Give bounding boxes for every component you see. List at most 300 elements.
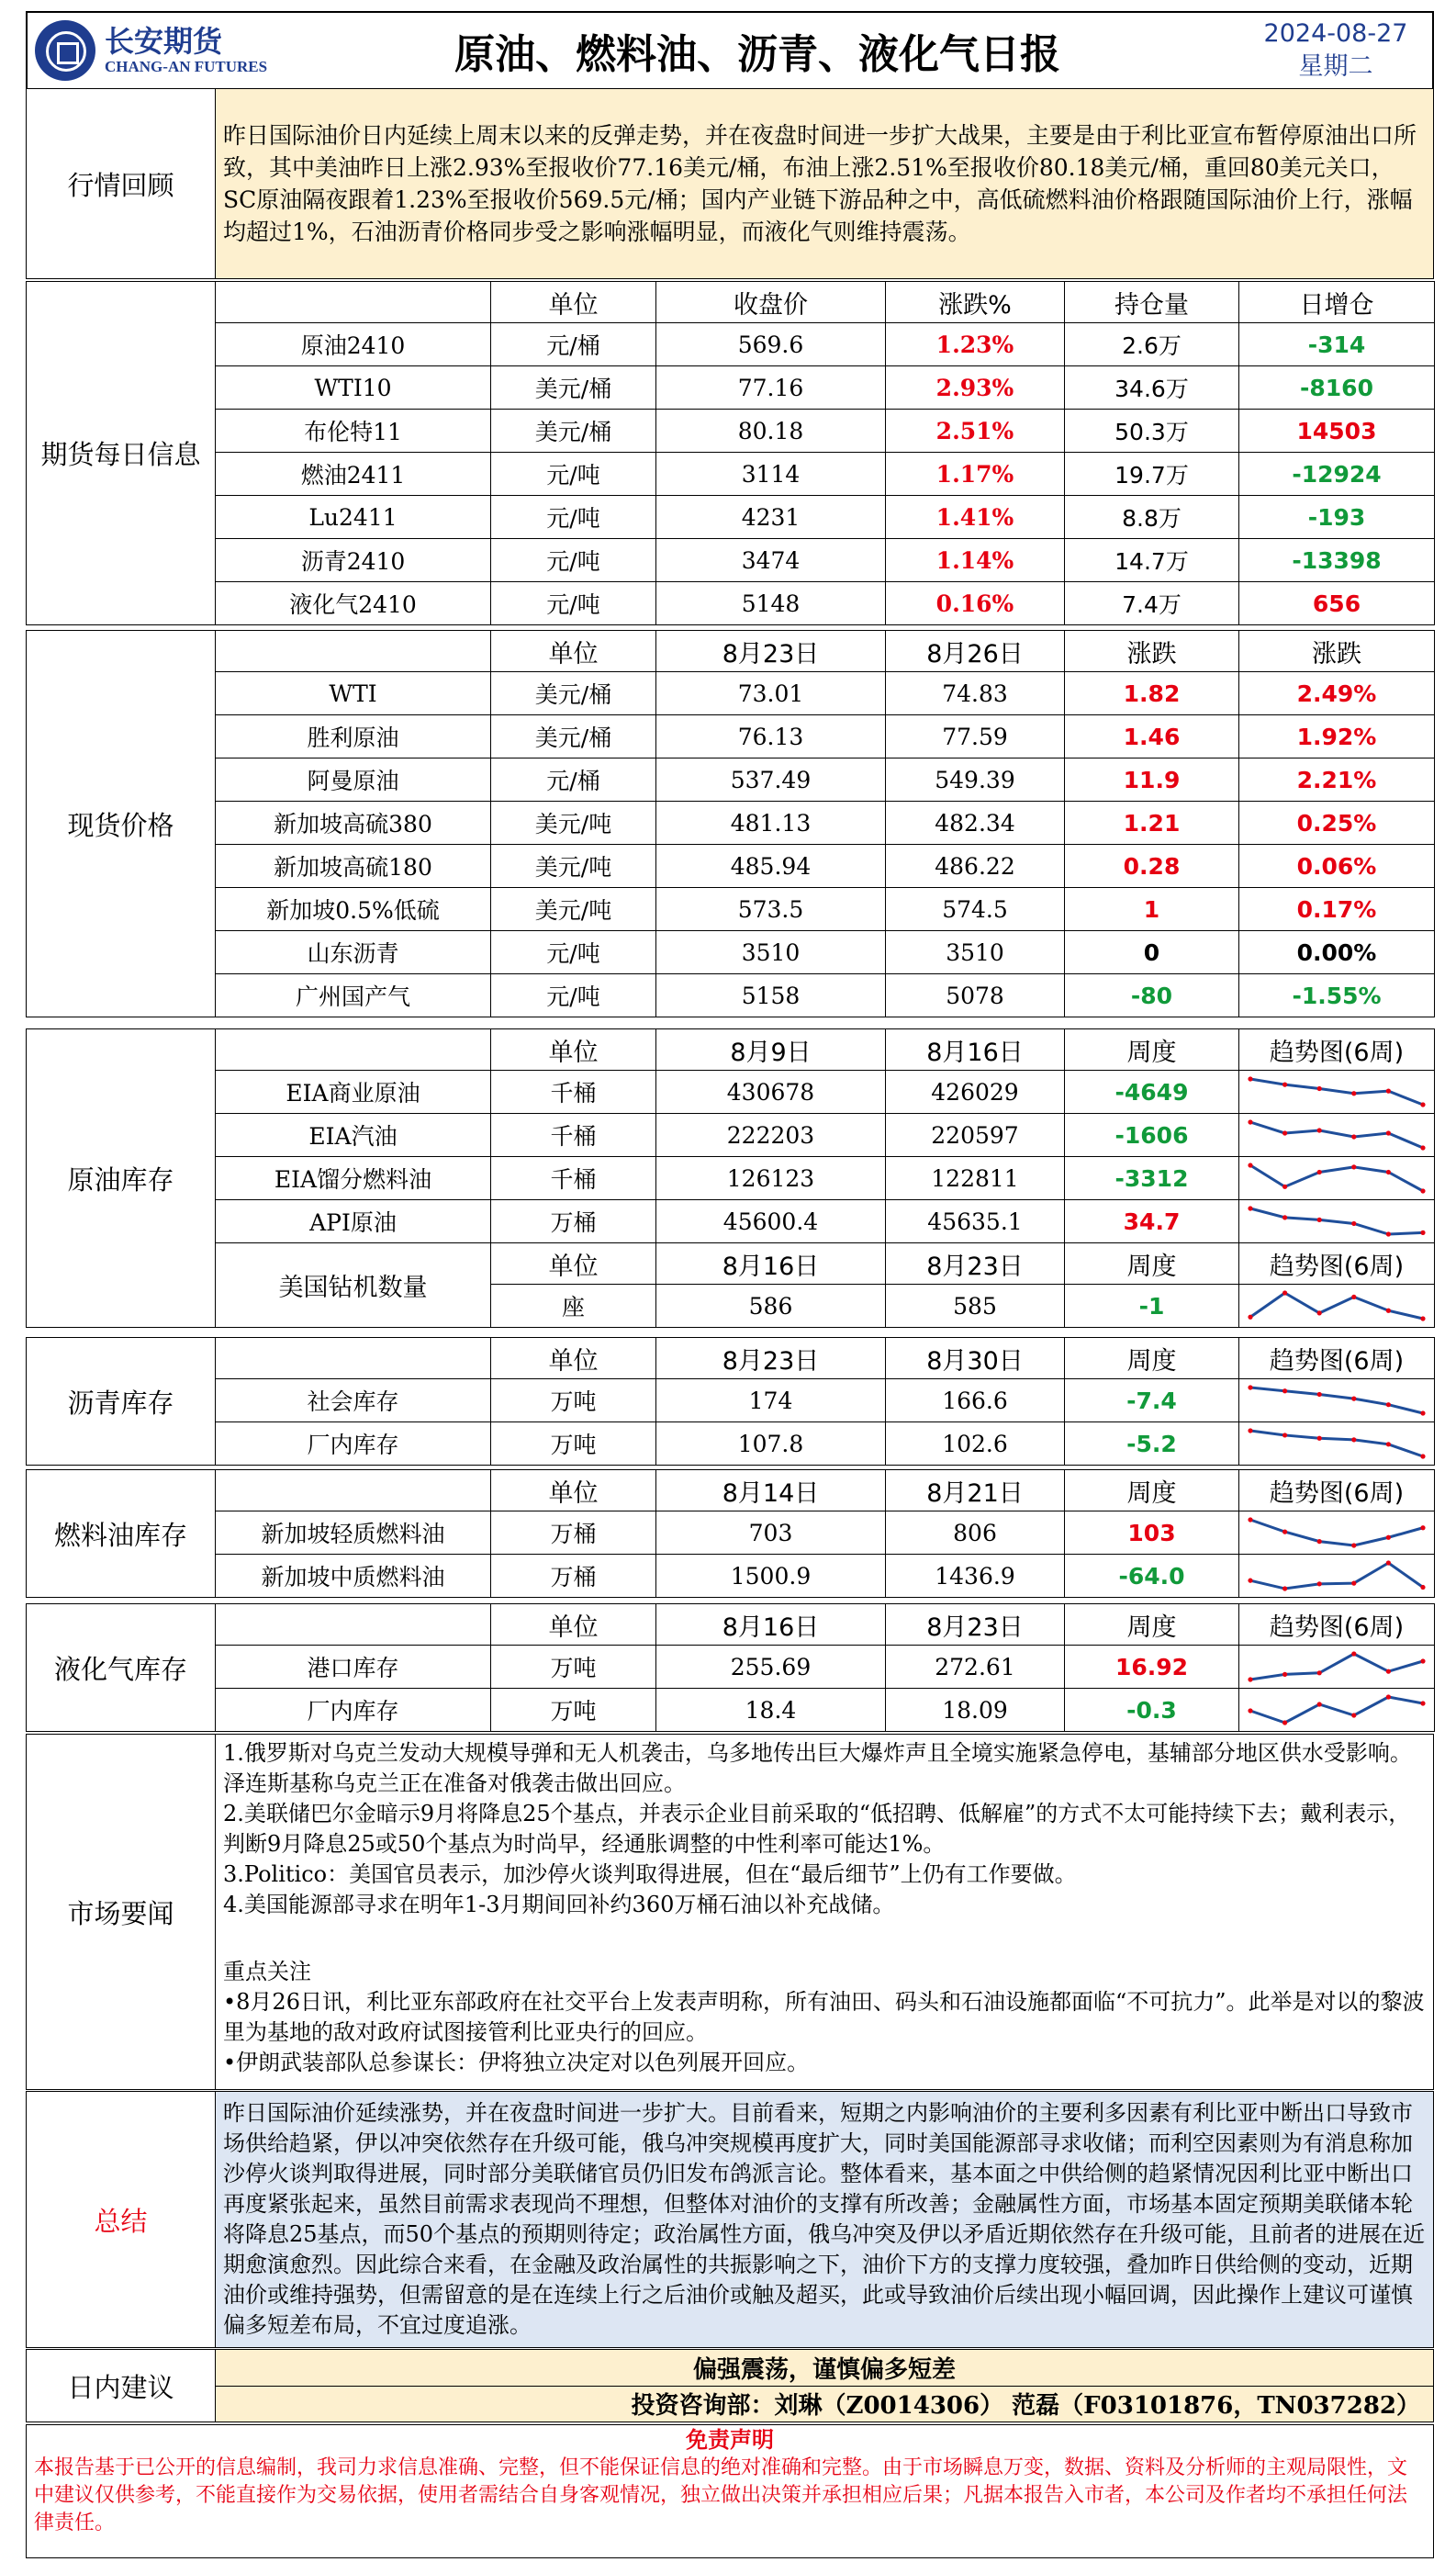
trend-sparkline <box>1245 1382 1428 1419</box>
unit-cell: 千桶 <box>491 1157 656 1200</box>
contract-name: 液化气2410 <box>216 582 491 625</box>
unit-cell: 美元/吨 <box>491 888 656 931</box>
trend-point <box>1317 1539 1322 1544</box>
column-header: 8月16日 <box>886 1029 1065 1071</box>
product-name: 广州国产气 <box>216 974 491 1017</box>
table-row <box>27 323 1435 366</box>
change-pct-cell: 1.92% <box>1239 715 1435 758</box>
unit-cell: 元/吨 <box>491 539 656 582</box>
column-header: 单位 <box>491 1604 656 1646</box>
news-item: 1.俄罗斯对乌克兰发动大规模导弹和无人机袭击，乌多地传出巨大爆炸声且全境实施紧急停电，基辅部分地区供水受影响。泽连斯基称乌克兰正在准备对俄袭击做出回应。 <box>223 1740 1412 1796</box>
change-pct-cell: 1.14% <box>886 539 1065 582</box>
trend-point <box>1386 1560 1391 1565</box>
product-name: 新加坡0.5%低硫 <box>216 888 491 931</box>
trend-point <box>1420 1585 1425 1590</box>
trend-point <box>1282 1530 1287 1534</box>
trend-point <box>1282 1290 1287 1295</box>
value-week1-cell: 703 <box>656 1511 886 1555</box>
futures-table <box>26 281 1435 625</box>
table-row <box>27 974 1435 1017</box>
table-row <box>27 758 1435 802</box>
unit-cell: 元/吨 <box>491 453 656 496</box>
section-label: 液化气库存 <box>27 1604 216 1732</box>
change-pct-cell: 2.93% <box>886 366 1065 410</box>
column-header: 8月23日 <box>656 1338 886 1379</box>
change-cell: 1.21 <box>1065 802 1239 845</box>
value-week2-cell: 102.6 <box>886 1422 1065 1466</box>
trend-chart-cell <box>1239 1555 1435 1598</box>
rig-count-name: 美国钻机数量 <box>216 1243 491 1328</box>
advice-label: 日内建议 <box>27 2350 216 2422</box>
focus-item: •8月26日讯，利比亚东部政府在社交平台上发表声明称，所有油田、码头和石油设施都面临“不可抗力”。此举是对以的黎波里为基地的敌对政府试图接管利比亚央行的回应。 <box>223 1989 1425 2045</box>
value-week1-cell: 430678 <box>656 1071 886 1114</box>
trend-chart-cell <box>1239 1114 1435 1157</box>
table-row <box>27 496 1435 539</box>
value-week1-cell: 222203 <box>656 1114 886 1157</box>
trend-point <box>1351 1221 1356 1226</box>
trend-point <box>1420 1658 1425 1663</box>
section-label: 燃料油库存 <box>27 1470 216 1598</box>
trend-line <box>1250 1563 1423 1589</box>
unit-cell: 元/桶 <box>491 758 656 802</box>
unit-cell: 元/吨 <box>491 974 656 1017</box>
trend-sparkline <box>1245 1557 1428 1594</box>
trend-point <box>1386 1442 1391 1446</box>
column-header: 周度 <box>1065 1604 1239 1646</box>
unit-cell: 千桶 <box>491 1114 656 1157</box>
trend-point <box>1317 1218 1322 1222</box>
report-header <box>26 11 1434 90</box>
column-header: 周度 <box>1065 1338 1239 1379</box>
change-pct-cell: 2.49% <box>1239 672 1435 715</box>
unit-cell: 千桶 <box>491 1071 656 1114</box>
weekly-change-cell: -1 <box>1065 1285 1239 1328</box>
change-pct-cell: -1.55% <box>1239 974 1435 1017</box>
unit-cell: 美元/桶 <box>491 715 656 758</box>
column-header: 8月23日 <box>886 1604 1065 1646</box>
price-day2-cell: 482.34 <box>886 802 1065 845</box>
weekly-change-cell: -0.3 <box>1065 1689 1239 1732</box>
change-pct-cell: 0.00% <box>1239 931 1435 974</box>
value-week2-cell: 220597 <box>886 1114 1065 1157</box>
table-row <box>27 1555 1435 1598</box>
trend-point <box>1386 1130 1391 1135</box>
item-name: EIA汽油 <box>216 1114 491 1157</box>
summary-text: 昨日国际油价延续涨势，并在夜盘时间进一步扩大。目前看来，短期之内影响油价的主要利多因素有利比亚中断出口导致市场供给趋紧，伊以冲突依然存在升级可能，俄乌冲突规模再度扩大，同时美国能源部寻求收储；而利空因素则为有消息称加沙停火谈判取得进展，同时部分美联储官员仍旧发布鸽派言论。整体看来，基本面之中供给侧的趋紧情况因利比亚中断出口再度紧张起来，虽然目前需求表现尚不理想，但整体对油价的支撑有所改善；金融属性方面，市场基本固定预期美联储本轮将降息25基点，而50个基点的预期则待定；政治属性方面，俄乌冲突及伊以矛盾近期依然存在升级可能，且前者的进展在近期愈演愈烈。因此综合来看，在金融及政治属性的共振影响之下，油价下方的支撑力度较强，叠加昨日供给侧的变动，近期油价或维持强势，但需留意的是在连续上行之后油价或触及超买，此或导致油价后续出现小幅回调，因此操作上建议可谨慎偏多短差布局，不宜过度追涨。 <box>216 2092 1434 2348</box>
table-row <box>27 672 1435 715</box>
unit-cell: 美元/吨 <box>491 845 656 888</box>
change-pct-cell: 1.23% <box>886 323 1065 366</box>
header-blank <box>216 631 491 672</box>
summary-section <box>26 2091 1434 2348</box>
column-header: 趋势图(6周) <box>1239 1338 1435 1379</box>
change-pct-cell: 0.16% <box>886 582 1065 625</box>
table-row <box>27 1422 1435 1466</box>
column-header: 收盘价 <box>656 282 886 323</box>
oi-change-cell: -8160 <box>1239 366 1435 410</box>
trend-point <box>1317 1392 1322 1397</box>
section-label: 原油库存 <box>27 1029 216 1328</box>
oi-change-cell: -12924 <box>1239 453 1435 496</box>
close-price-cell: 4231 <box>656 496 886 539</box>
header-blank <box>216 1029 491 1071</box>
weekly-change-cell: -5.2 <box>1065 1422 1239 1466</box>
table-row <box>27 410 1435 453</box>
trend-point <box>1248 1119 1252 1124</box>
trend-point <box>1317 1128 1322 1132</box>
trend-point <box>1386 1669 1391 1674</box>
item-name: API原油 <box>216 1200 491 1243</box>
report-date <box>1239 17 1432 84</box>
trend-point <box>1351 1581 1356 1586</box>
price-day2-cell: 486.22 <box>886 845 1065 888</box>
trend-chart-cell <box>1239 1646 1435 1689</box>
trend-point <box>1282 1130 1287 1135</box>
disclaimer-text: 本报告基于已公开的信息编制，我司力求信息准确、完整，但不能保证信息的绝对准确和完整。由于市场瞬息万变，数据、资料及分析师的主观局限性，文中建议仅供参考，不能直接作为交易依据，使用者需结合自身客观情况，独立做出决策并承担相应后果；凡据本报告入市者，本公司及作者均不承担任何法律责任。 <box>34 2456 1408 2534</box>
trend-line <box>1250 1079 1423 1105</box>
column-header: 趋势图(6周) <box>1239 1604 1435 1646</box>
value-week1-cell: 45600.4 <box>656 1200 886 1243</box>
trend-line <box>1250 1293 1423 1319</box>
weekly-change-cell: -3312 <box>1065 1157 1239 1200</box>
table-row <box>27 1689 1435 1732</box>
trend-point <box>1248 1385 1252 1389</box>
disclaimer-title: 免责声明 <box>686 2427 774 2453</box>
change-cell: 1.46 <box>1065 715 1239 758</box>
trend-point <box>1351 1164 1356 1169</box>
unit-cell: 万桶 <box>491 1555 656 1598</box>
date-text: 2024-08-27 <box>1263 19 1408 48</box>
product-name: 新加坡高硫180 <box>216 845 491 888</box>
spot-table <box>26 630 1435 1017</box>
price-day2-cell: 5078 <box>886 974 1065 1017</box>
column-header: 趋势图(6周) <box>1239 1243 1435 1285</box>
price-day1-cell: 485.94 <box>656 845 886 888</box>
table-row <box>27 366 1435 410</box>
column-header: 8月30日 <box>886 1338 1065 1379</box>
trend-point <box>1351 1437 1356 1442</box>
news-item: 4.美国能源部寻求在明年1-3月期间回补约360万桶石油以补充战储。 <box>223 1892 895 1917</box>
close-price-cell: 80.18 <box>656 410 886 453</box>
trend-point <box>1420 1701 1425 1705</box>
value-week1-cell: 107.8 <box>656 1422 886 1466</box>
value-week2-cell: 272.61 <box>886 1646 1065 1689</box>
trend-line <box>1250 1431 1423 1456</box>
unit-cell: 元/吨 <box>491 582 656 625</box>
contract-name: 布伦特11 <box>216 410 491 453</box>
focus-item: •伊朗武装部队总参谋长：伊将独立决定对以色列展开回应。 <box>223 2050 810 2075</box>
open-interest-cell: 19.7万 <box>1065 453 1239 496</box>
column-header: 周度 <box>1065 1470 1239 1511</box>
fuel-oil-inventory-table <box>26 1469 1435 1598</box>
table-row <box>27 582 1435 625</box>
value-week2-cell: 122811 <box>886 1157 1065 1200</box>
item-name: 社会库存 <box>216 1379 491 1422</box>
review-section <box>26 88 1434 279</box>
trend-line <box>1250 1697 1423 1723</box>
header-blank <box>216 1338 491 1379</box>
price-day1-cell: 3510 <box>656 931 886 974</box>
trend-point <box>1420 1525 1425 1530</box>
product-name: WTI <box>216 672 491 715</box>
column-header: 周度 <box>1065 1243 1239 1285</box>
trend-chart-cell <box>1239 1422 1435 1466</box>
change-cell: 0.28 <box>1065 845 1239 888</box>
table-row <box>27 715 1435 758</box>
column-header: 单位 <box>491 1338 656 1379</box>
asphalt-inventory-table <box>26 1337 1435 1466</box>
column-header: 8月21日 <box>886 1470 1065 1511</box>
item-name: 厂内库存 <box>216 1422 491 1466</box>
trend-chart-cell <box>1239 1157 1435 1200</box>
unit-cell: 美元/桶 <box>491 672 656 715</box>
value-week2-cell: 166.6 <box>886 1379 1065 1422</box>
trend-sparkline <box>1245 1073 1428 1110</box>
change-pct-cell: 2.51% <box>886 410 1065 453</box>
news-item: 2.美联储巴尔金暗示9月将降息25个基点，并表示企业目前采取的“低招聘、低解雇”的方式不太可能持续下去；戴利表示，判断9月降息25或50个基点为时尚早，经通胀调整的中性利率可能达1%。 <box>223 1801 1411 1857</box>
table-row <box>27 1071 1435 1114</box>
unit-cell: 万吨 <box>491 1379 656 1422</box>
trend-point <box>1248 1206 1252 1210</box>
trend-point <box>1282 1215 1287 1219</box>
column-header: 8月26日 <box>886 631 1065 672</box>
oi-change-cell: 656 <box>1239 582 1435 625</box>
value-week2-cell: 585 <box>886 1285 1065 1328</box>
trend-point <box>1351 1295 1356 1299</box>
value-week2-cell: 1436.9 <box>886 1555 1065 1598</box>
news-label: 市场要闻 <box>27 1735 216 2090</box>
review-label: 行情回顾 <box>27 89 216 279</box>
change-cell: 1 <box>1065 888 1239 931</box>
value-week2-cell: 18.09 <box>886 1689 1065 1732</box>
trend-point <box>1351 1543 1356 1547</box>
trend-point <box>1282 1672 1287 1677</box>
price-day2-cell: 74.83 <box>886 672 1065 715</box>
column-header: 8月16日 <box>656 1604 886 1646</box>
trend-point <box>1420 1102 1425 1107</box>
price-day1-cell: 481.13 <box>656 802 886 845</box>
trend-chart-cell <box>1239 1200 1435 1243</box>
trend-sparkline <box>1245 1117 1428 1153</box>
trend-point <box>1248 1517 1252 1522</box>
logo-chinese-name: 长安期货 <box>105 24 223 59</box>
open-interest-cell: 2.6万 <box>1065 323 1239 366</box>
trend-point <box>1420 1145 1425 1150</box>
unit-cell: 美元/吨 <box>491 802 656 845</box>
open-interest-cell: 8.8万 <box>1065 496 1239 539</box>
header-blank <box>216 1604 491 1646</box>
trend-sparkline <box>1245 1203 1428 1240</box>
price-day1-cell: 573.5 <box>656 888 886 931</box>
column-header: 持仓量 <box>1065 282 1239 323</box>
column-header: 单位 <box>491 631 656 672</box>
trend-sparkline <box>1245 1160 1428 1197</box>
close-price-cell: 5148 <box>656 582 886 625</box>
trend-point <box>1317 1170 1322 1174</box>
section-label: 沥青库存 <box>27 1338 216 1466</box>
column-header: 8月23日 <box>656 631 886 672</box>
unit-cell: 万桶 <box>491 1200 656 1243</box>
trend-point <box>1420 1316 1425 1320</box>
trend-point <box>1248 1163 1252 1167</box>
close-price-cell: 3114 <box>656 453 886 496</box>
trend-point <box>1248 1677 1252 1681</box>
trend-point <box>1386 1694 1391 1699</box>
contract-name: Lu2411 <box>216 496 491 539</box>
column-header: 8月23日 <box>886 1243 1065 1285</box>
value-week2-cell: 806 <box>886 1511 1065 1555</box>
oi-change-cell: -193 <box>1239 496 1435 539</box>
trend-point <box>1282 1433 1287 1437</box>
value-week1-cell: 1500.9 <box>656 1555 886 1598</box>
summary-label: 总结 <box>27 2092 216 2348</box>
trend-point <box>1386 1309 1391 1313</box>
section-label: 现货价格 <box>27 631 216 1017</box>
news-content <box>216 1735 1434 2090</box>
trend-sparkline <box>1245 1287 1428 1324</box>
unit-cell: 元/吨 <box>491 496 656 539</box>
open-interest-cell: 7.4万 <box>1065 582 1239 625</box>
trend-chart-cell <box>1239 1511 1435 1555</box>
product-name: 阿曼原油 <box>216 758 491 802</box>
trend-point <box>1282 1586 1287 1590</box>
close-price-cell: 77.16 <box>656 366 886 410</box>
trend-point <box>1282 1388 1287 1393</box>
trend-point <box>1386 1231 1391 1236</box>
trend-point <box>1248 1315 1252 1320</box>
column-header: 涨跌 <box>1239 631 1435 672</box>
change-cell: 1.82 <box>1065 672 1239 715</box>
section-label: 期货每日信息 <box>27 282 216 625</box>
close-price-cell: 3474 <box>656 539 886 582</box>
trend-point <box>1282 1720 1287 1725</box>
change-pct-cell: 1.41% <box>886 496 1065 539</box>
open-interest-cell: 50.3万 <box>1065 410 1239 453</box>
column-header: 8月14日 <box>656 1470 886 1511</box>
trend-point <box>1351 1651 1356 1656</box>
trend-point <box>1386 1535 1391 1540</box>
contract-name: WTI10 <box>216 366 491 410</box>
unit-cell: 万桶 <box>491 1511 656 1555</box>
oi-change-cell: 14503 <box>1239 410 1435 453</box>
table-row <box>27 888 1435 931</box>
trend-point <box>1420 1410 1425 1415</box>
contract-name: 燃油2411 <box>216 453 491 496</box>
trend-point <box>1386 1402 1391 1407</box>
trend-point <box>1248 1579 1252 1583</box>
column-header: 日增仓 <box>1239 282 1435 323</box>
product-name: 胜利原油 <box>216 715 491 758</box>
trend-sparkline <box>1245 1691 1428 1728</box>
trend-point <box>1420 1454 1425 1458</box>
logo-english-name: CHANG-AN FUTURES <box>105 58 268 75</box>
oi-change-cell: -314 <box>1239 323 1435 366</box>
trend-sparkline <box>1245 1648 1428 1685</box>
unit-cell: 万吨 <box>491 1689 656 1732</box>
trend-point <box>1317 1581 1322 1586</box>
table-row <box>27 1157 1435 1200</box>
price-day1-cell: 537.49 <box>656 758 886 802</box>
trend-point <box>1317 1310 1322 1315</box>
trend-point <box>1248 1428 1252 1433</box>
column-header: 单位 <box>491 1243 656 1285</box>
value-week2-cell: 45635.1 <box>886 1200 1065 1243</box>
advice-line: 偏强震荡，谨慎偏多短差 <box>216 2350 1434 2387</box>
column-header: 涨跌% <box>886 282 1065 323</box>
change-pct-cell: 0.25% <box>1239 802 1435 845</box>
trend-point <box>1248 1708 1252 1713</box>
price-day2-cell: 3510 <box>886 931 1065 974</box>
trend-point <box>1248 1076 1252 1081</box>
trend-chart-cell <box>1239 1689 1435 1732</box>
weekly-change-cell: -1606 <box>1065 1114 1239 1157</box>
crude-inventory-table <box>26 1028 1435 1328</box>
report-title: 原油、燃料油、沥青、液化气日报 <box>454 31 1060 78</box>
change-pct-cell: 2.21% <box>1239 758 1435 802</box>
trend-point <box>1282 1083 1287 1087</box>
table-row <box>27 1511 1435 1555</box>
trend-chart-cell <box>1239 1379 1435 1422</box>
item-name: EIA馏分燃料油 <box>216 1157 491 1200</box>
value-week1-cell: 18.4 <box>656 1689 886 1732</box>
unit-cell: 万吨 <box>491 1646 656 1689</box>
weekly-change-cell: -4649 <box>1065 1071 1239 1114</box>
weekly-change-cell: 103 <box>1065 1511 1239 1555</box>
column-header: 8月9日 <box>656 1029 886 1071</box>
item-name: 港口库存 <box>216 1646 491 1689</box>
trend-point <box>1317 1436 1322 1441</box>
weekly-change-cell: 34.7 <box>1065 1200 1239 1243</box>
trend-point <box>1420 1230 1425 1235</box>
trend-line <box>1250 1122 1423 1148</box>
price-day1-cell: 73.01 <box>656 672 886 715</box>
contract-name: 沥青2410 <box>216 539 491 582</box>
trend-point <box>1351 1091 1356 1096</box>
value-week1-cell: 126123 <box>656 1157 886 1200</box>
change-cell: 0 <box>1065 931 1239 974</box>
trend-point <box>1317 1702 1322 1706</box>
product-name: 新加坡高硫380 <box>216 802 491 845</box>
disclaimer <box>26 2424 1434 2558</box>
unit-cell: 座 <box>491 1285 656 1328</box>
trend-point <box>1351 1397 1356 1401</box>
trend-point <box>1282 1185 1287 1189</box>
weekly-change-cell: 16.92 <box>1065 1646 1239 1689</box>
trend-line <box>1250 1165 1423 1191</box>
column-header: 单位 <box>491 282 656 323</box>
lpg-inventory-table <box>26 1603 1435 1732</box>
column-header: 8月16日 <box>656 1243 886 1285</box>
trend-sparkline <box>1245 1425 1428 1462</box>
price-day1-cell: 76.13 <box>656 715 886 758</box>
column-header: 趋势图(6周) <box>1239 1470 1435 1511</box>
trend-point <box>1420 1188 1425 1193</box>
value-week1-cell: 586 <box>656 1285 886 1328</box>
column-header: 趋势图(6周) <box>1239 1029 1435 1071</box>
header-blank <box>216 282 491 323</box>
item-name: 新加坡轻质燃料油 <box>216 1511 491 1555</box>
trend-line <box>1250 1654 1423 1680</box>
close-price-cell: 569.6 <box>656 323 886 366</box>
oi-change-cell: -13398 <box>1239 539 1435 582</box>
advisor-line: 投资咨询部：刘琳（Z0014306） 范磊（F03101876，TN037282） <box>216 2386 1434 2422</box>
table-row <box>27 845 1435 888</box>
trend-point <box>1317 1086 1322 1091</box>
news-item: 3.Politico：美国官员表示，加沙停火谈判取得进展，但在“最后细节”上仍有工作要做。 <box>223 1861 1077 1887</box>
price-day2-cell: 549.39 <box>886 758 1065 802</box>
trend-point <box>1351 1134 1356 1139</box>
value-week2-cell: 426029 <box>886 1071 1065 1114</box>
